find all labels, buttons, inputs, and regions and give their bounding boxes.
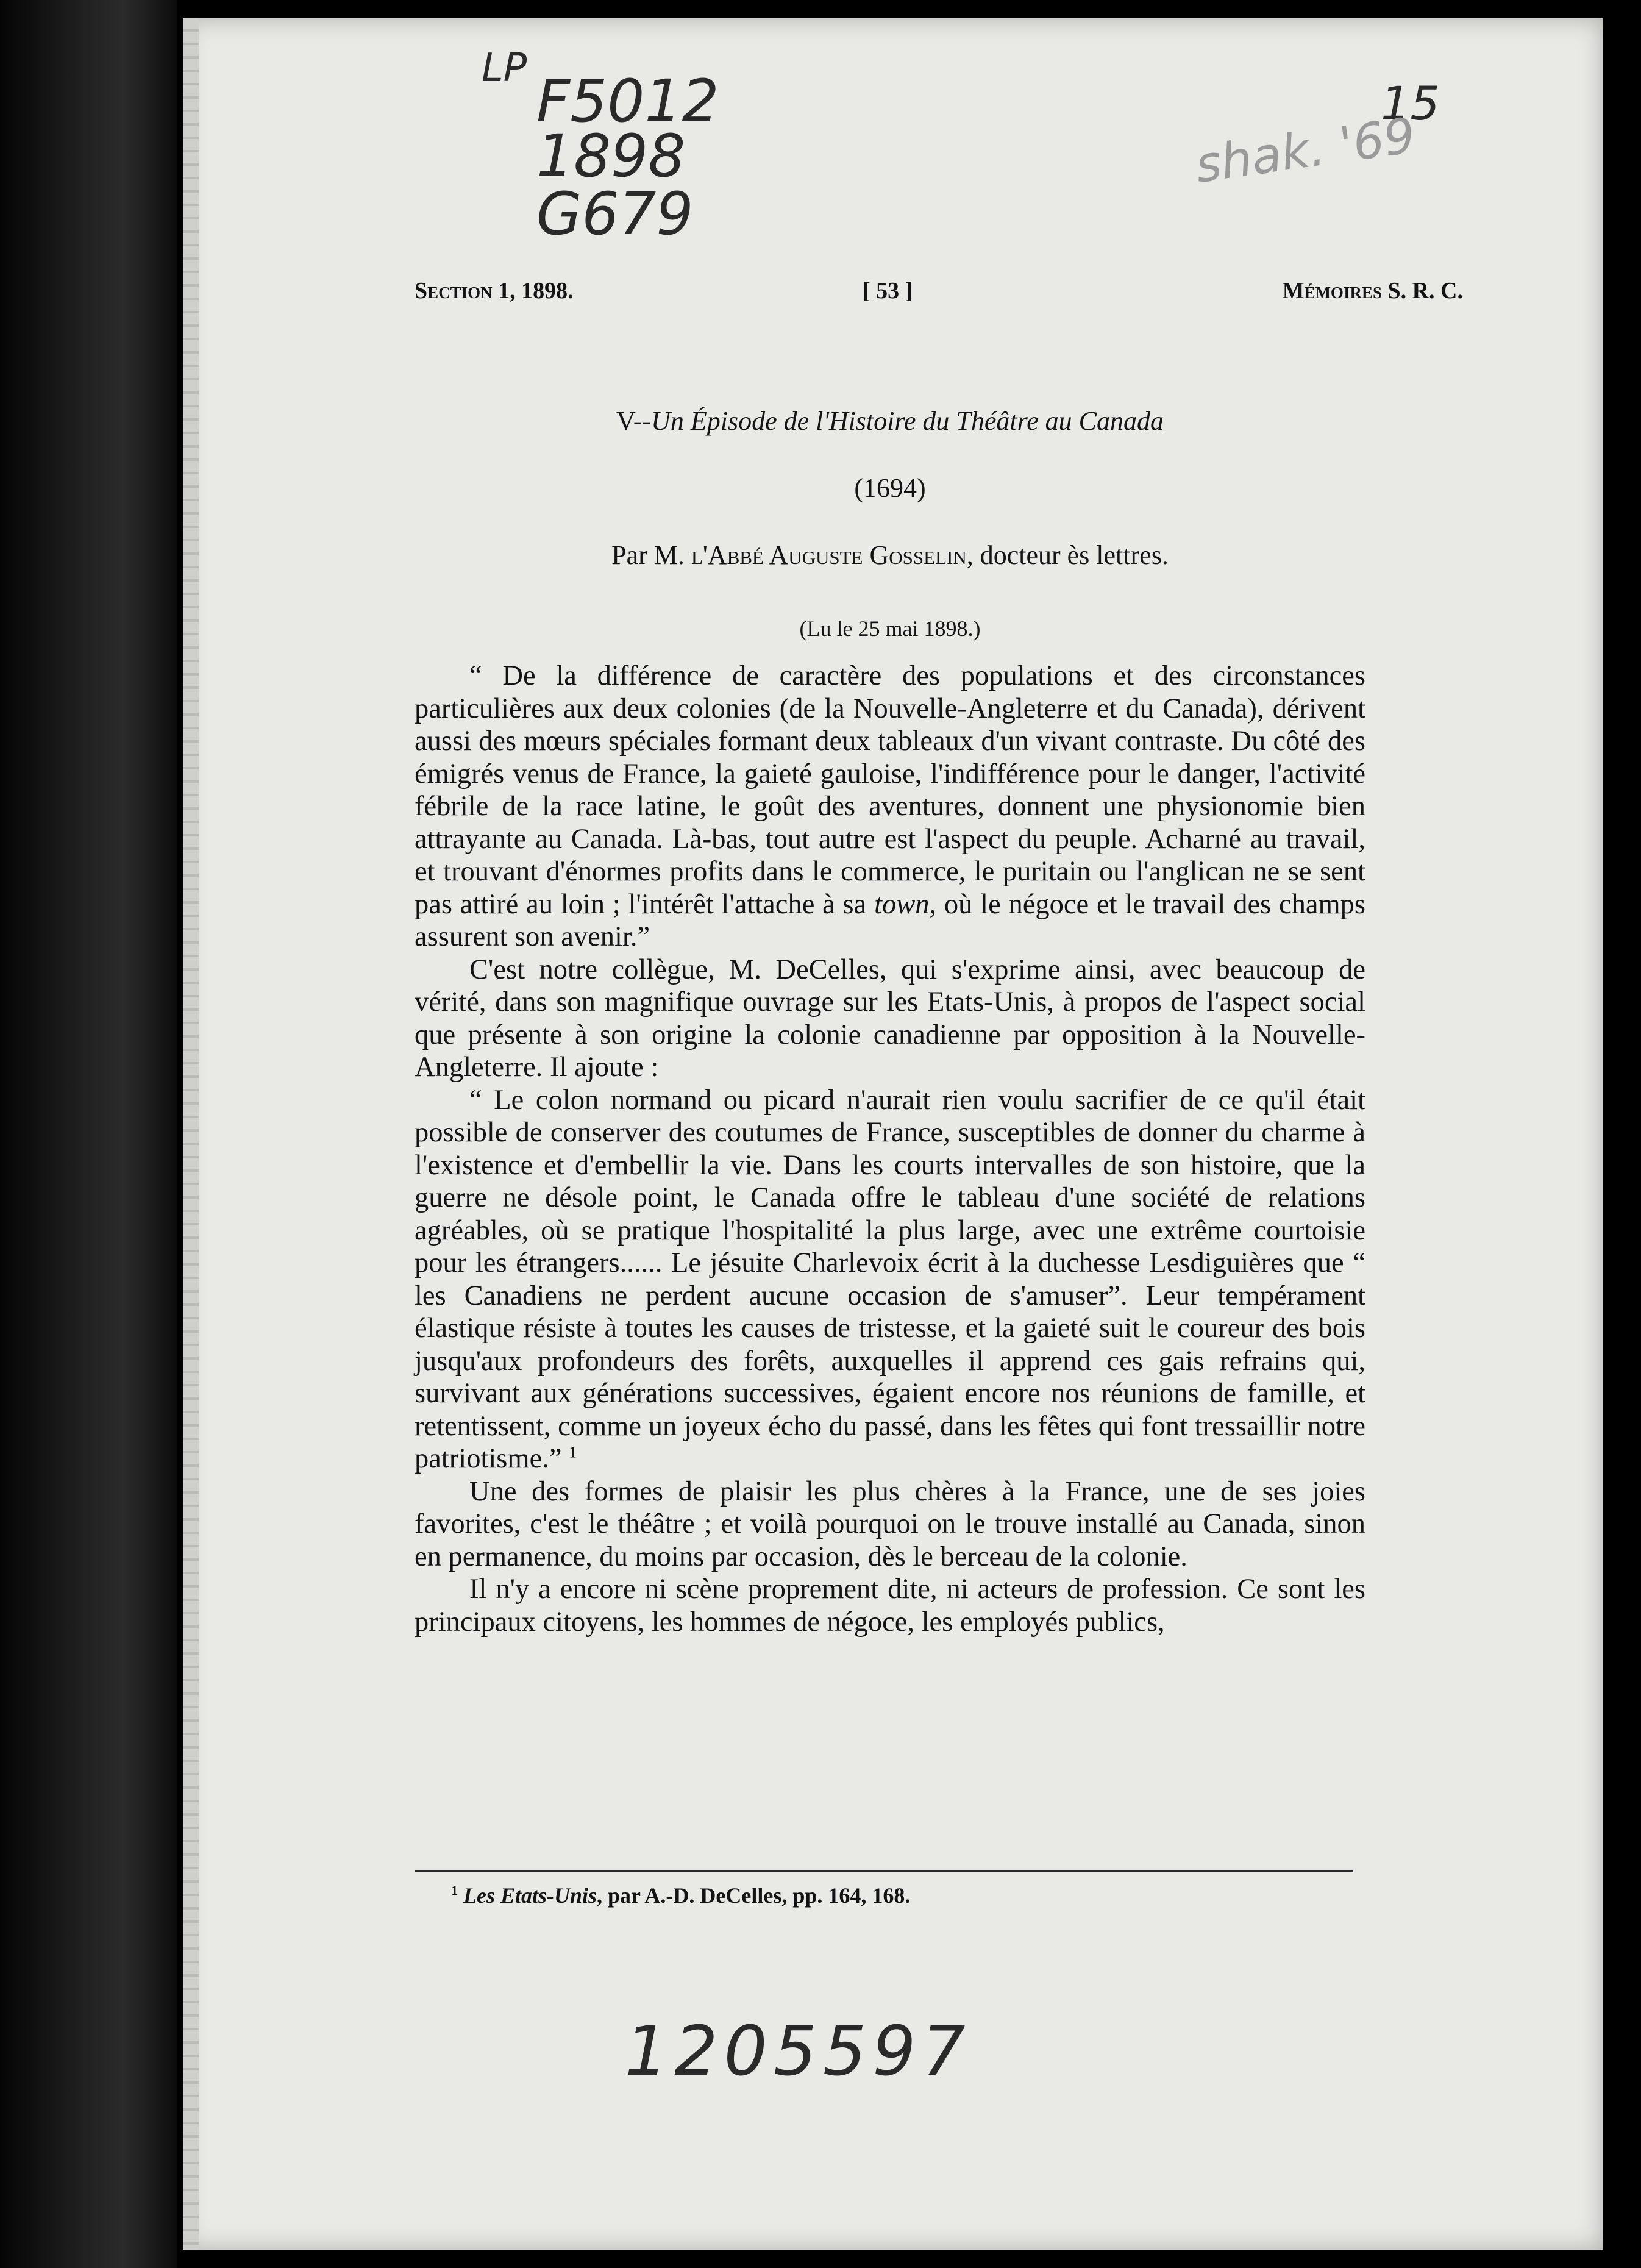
running-head-journal: Mémoires S. R. C.: [1282, 278, 1463, 304]
author-line: [415, 540, 1365, 571]
faint-pencil-note: shak. '69: [1192, 107, 1419, 194]
article-title-text: Un Épisode de l'Histoire du Théâtre au Canada: [651, 406, 1164, 436]
article-year: (1694): [854, 473, 926, 503]
footnote-text: , par A.-D. DeCelles, pp. 164, 168.: [597, 1883, 911, 1908]
call-number-class: F5012: [536, 67, 719, 135]
footnote-reference: 1: [569, 1443, 577, 1461]
corner-number: 15: [1381, 76, 1440, 130]
page-edge: [183, 18, 199, 2250]
accession-number: 1205597: [625, 2012, 972, 2091]
paragraph: C'est notre collègue, M. DeCelles, qui s'exprime ainsi, avec beaucoup de vérité, dans son magnifique ouvrage sur les Etats-Unis, à propos de l'aspect social que présente à son origine la colonie canadienne par opposition à la Nouvelle-Angleterre. Il ajoute :: [415, 954, 1365, 1083]
running-head-section: Section 1, 1898.: [415, 278, 574, 304]
binding-strip: [0, 0, 177, 2268]
paragraph: “ Le colon normand ou picard n'aurait rien voulu sacrifier de ce qu'il était possible de conserver des coutumes de France, susceptibles de donner du charme à l'existence et d'embellir la vie. Dans les courts intervalles de son histoire, que la guerre ne désole point, le Canada offre le tableau d'une société de relations agréables, où se pratique l'hospitalité la plus large, avec une extrême courtoisie pour les étrangers...... Le jésuite Charlevoix écrit à la duchesse Lesdiguières que “ les Canadiens ne perdent aucune occasion de s'amuser”. Leur tempérament élastique résiste à toutes les causes de tristesse, et la gaieté suit le coureur des bois jusqu'aux profondeurs des forêts, auxquelles il apprend ces gais refrains qui, survivant aux générations successives, égaient encore nos réunions de famille, et retentissent, comme un joyeux écho du passé, dans les fêtes qui font tressaillir notre patriotisme.” $^1$: [415, 1084, 1365, 1474]
body-text: [415, 660, 1365, 1638]
paragraph: Il n'y a encore ni scène proprement dite, ni acteurs de profession. Ce sont les principaux citoyens, les hommes de négoce, les employés publics,: [415, 1574, 1365, 1638]
author-credentials: , docteur ès lettres.: [966, 540, 1169, 570]
footnote-marker: 1: [451, 1883, 458, 1898]
article-number: V--: [616, 406, 652, 436]
running-head: [415, 277, 1463, 314]
article-title: [415, 405, 1365, 437]
footnote-title: Les Etats-Unis: [463, 1883, 597, 1908]
footnote: [451, 1883, 1365, 1908]
call-number-cutter: G679: [536, 180, 694, 248]
paragraph: “ De la différence de caractère des populations et des circonstances particulières aux deux colonies (de la Nouvelle-Angleterre et du Canada), dérivent aussi des mœurs spéciales formant deux tableaux d'un vivant contraste. Du côté des émigrés venus de France, la gaieté gauloise, l'indifférence pour le danger, l'activité fébrile de la race latine, le goût des aventures, donnent une physionomie bien attrayante au Canada. Là-bas, tout autre est l'aspect du peuple. Acharné au travail, et trouvant d'énormes profits dans le commerce, le puritain ou l'anglican ne se sent pas attiré au loin ; l'intérêt l'attache à sa town, où le négoce et le travail des champs assurent son avenir.”: [415, 660, 1365, 952]
author-lead: Par M.: [611, 540, 691, 570]
read-date: (Lu le 25 mai 1898.): [799, 616, 981, 641]
footnote-rule: [415, 1870, 1353, 1872]
page-number: [ 53 ]: [863, 278, 913, 304]
call-number-prefix: LP: [482, 46, 527, 91]
author-name: l'Abbé Auguste Gosselin: [691, 540, 967, 570]
paragraph: Une des formes de plaisir les plus chères à la France, une de ses joies favorites, c'est le théâtre ; et voilà pourquoi on le trouve installé au Canada, sinon en permanence, du moins par occasion, dès le berceau de la colonie.: [415, 1475, 1365, 1572]
italic-term: town: [874, 888, 930, 920]
call-number-year: 1898: [536, 122, 686, 190]
